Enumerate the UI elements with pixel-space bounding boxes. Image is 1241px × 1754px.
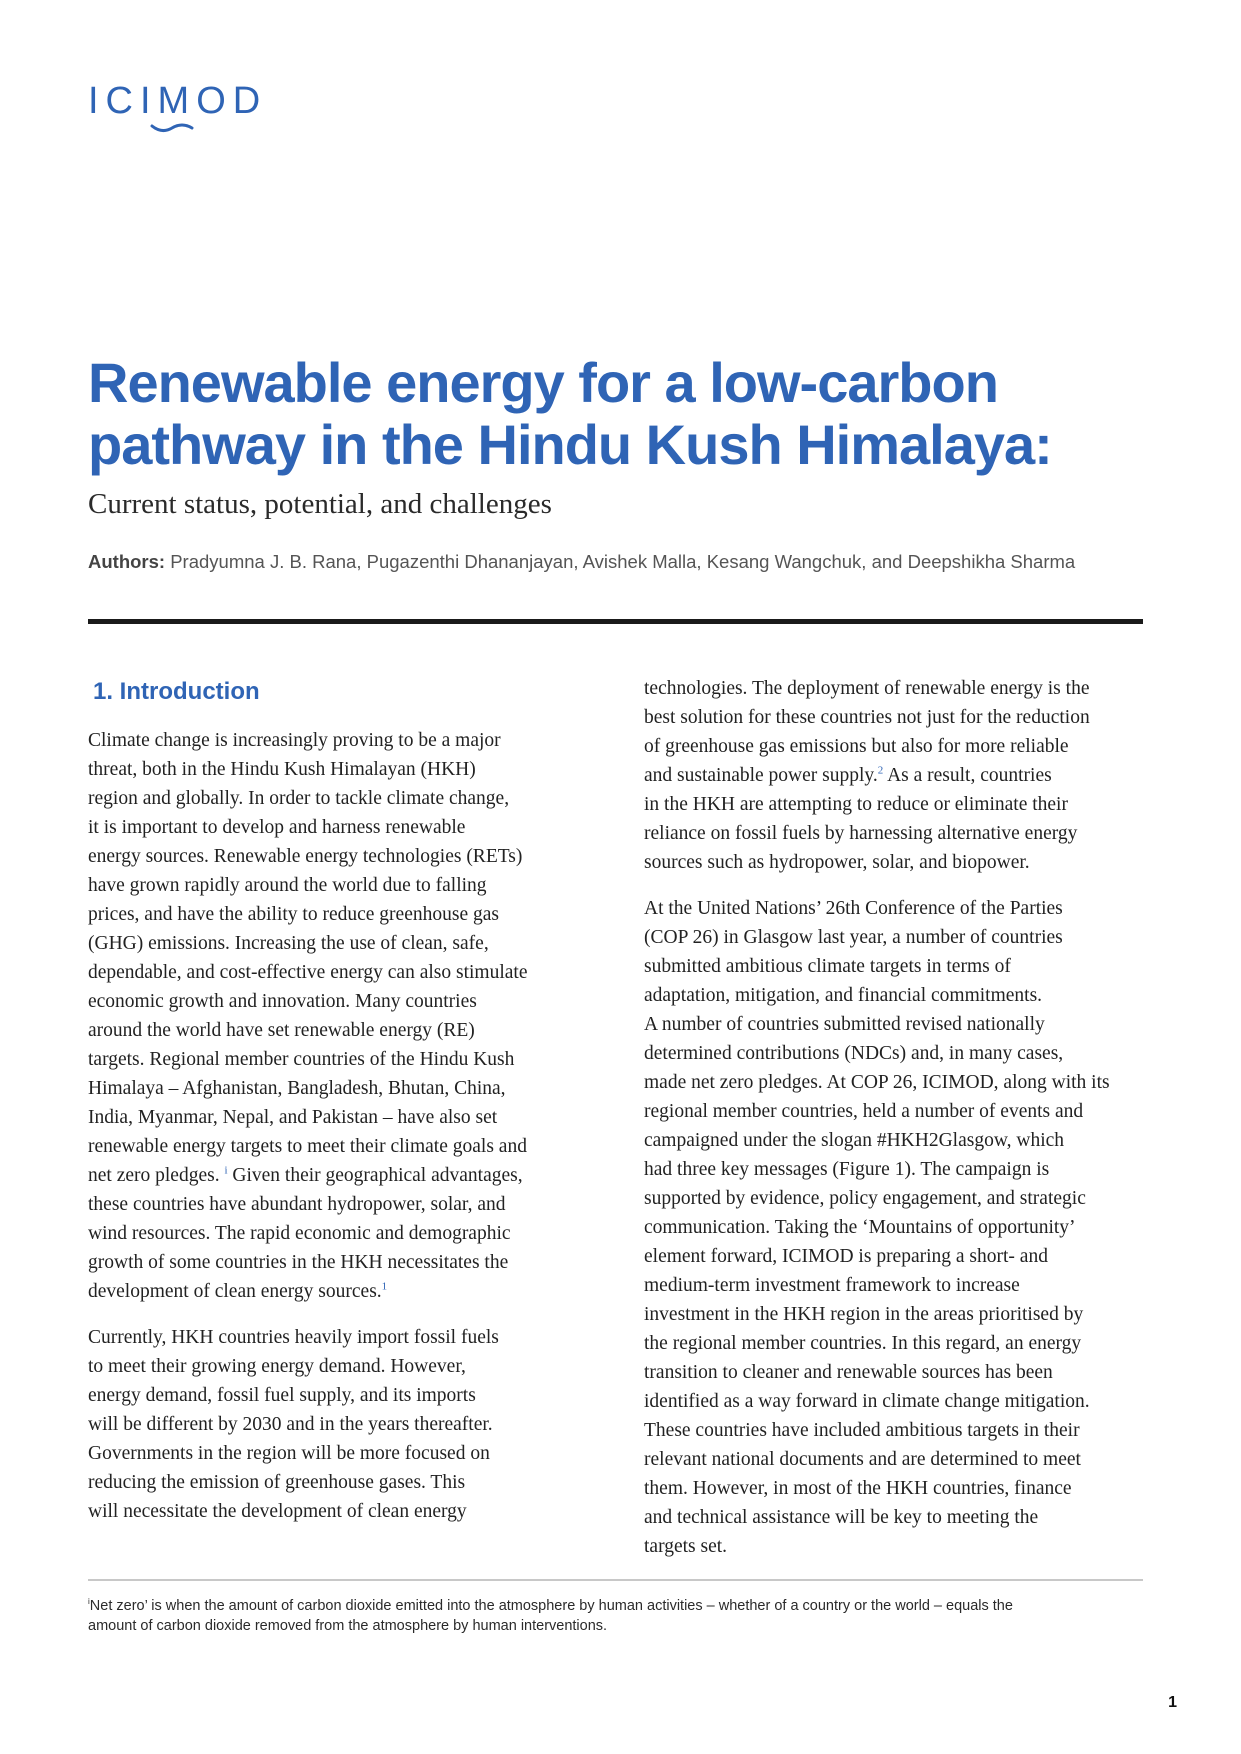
- authors-names: Pradyumna J. B. Rana, Pugazenthi Dhananjayan, Avishek Malla, Kesang Wangchuk, and Deepshikha Sharma: [170, 551, 1076, 572]
- document-title: Renewable energy for a low-carbon pathway in the Hindu Kush Himalaya:: [88, 351, 1052, 476]
- section-heading: 1. Introduction: [93, 678, 260, 705]
- footnote-text: Net zero’ is when the amount of carbon dioxide emitted into the atmosphere by human activities – whether of a country or the world – equals the amount of carbon dioxide removed from the atmosphere by human interventions.: [88, 1597, 1013, 1634]
- right-p1-text-b: As a result, countries in the HKH are attempting to reduce or eliminate their reliance on fossil fuels by harnessing alternative energy sources such as hydropower, solar, and biopower.: [644, 765, 1078, 873]
- right-paragraph-2: At the United Nations’ 26th Conference of the Parties (COP 26) in Glasgow last year, a number of countries submitted ambitious climate targets in terms of adaptation, mitigation, and financial commitments. A number of countries submitted revised nationally determined contributions (NDCs) and, in many cases, made net zero pledges. At COP 26, ICIMOD, along with its regional member countries, held a number of events and campaigned under the slogan #HKH2Glasgow, which had three key messages (Figure 1). The campaign is supported by evidence, policy engagement, and strategic communication. Taking the ‘Mountains of opportunity’ element forward, ICIMOD is preparing a short- and medium-term investment framework to increase investment in the HKH region in the areas prioritised by the regional member countries. In this regard, an energy transition to cleaner and renewable sources has been identified as a way forward in climate change mitigation. These countries have included ambitious targets in their relevant national documents and are determined to meet them. However, in most of the HKH countries, finance and technical assistance will be key to meeting the targets set.: [644, 898, 1110, 1557]
- right-paragraph-1: [644, 674, 1152, 877]
- left-paragraph-1: [88, 726, 598, 1306]
- right-column: [644, 674, 1152, 1578]
- authors-label: Authors:: [88, 551, 166, 572]
- logo-wave-icon: [150, 122, 194, 134]
- footnote-ref-1[interactable]: 1: [381, 1280, 388, 1293]
- document-subtitle: Current status, potential, and challenges: [88, 488, 552, 520]
- footnote-divider: [88, 1579, 1143, 1581]
- page-number: 1: [1168, 1694, 1177, 1711]
- left-paragraph-2: Currently, HKH countries heavily import fossil fuels to meet their growing energy demand. However, energy demand, fossil fuel supply, and its imports will be different by 2030 and in the years thereafter. Governments in the region will be more focused on reducing the emission of greenhouse gases. This will necessitate the development of clean energy: [88, 1327, 499, 1522]
- authors-line: [88, 551, 1075, 573]
- left-column: [88, 676, 598, 1543]
- logo-text: ICIMOD: [88, 80, 268, 122]
- footnote: [88, 1592, 1148, 1636]
- footnote-marker: i: [88, 1597, 90, 1606]
- left-p1-text-a: Climate change is increasingly proving to be a major threat, both in the Hindu Kush Himalayan (HKH) region and globally. In order to tackle climate change, it is important to develop and harness renewable energy sources. Renewable energy technologies (RETs) have grown rapidly around the world due to falling prices, and have the ability to reduce greenhouse gas (GHG) emissions. Increasing the use of clean, safe, dependable, and cost-effective energy can also stimulate economic growth and innovation. Many countries around the world have set renewable energy (RE) targets. Regional member countries of the Hindu Kush Himalaya – Afghanistan, Bangladesh, Bhutan, China, India, Myanmar, Nepal, and Pakistan – have also set renewable energy targets to meet their climate goals and net zero pledges.: [88, 730, 528, 1186]
- right-p1-text-a: technologies. The deployment of renewable energy is the best solution for these countries not just for the reduction of greenhouse gas emissions but also for more reliable and sustainable power supply.: [644, 678, 1090, 786]
- header-divider: [88, 619, 1143, 624]
- footnote-ref-2[interactable]: 2: [877, 764, 884, 777]
- footnote-ref-i[interactable]: i: [224, 1164, 228, 1177]
- left-p1-text-b: Given their geographical advantages, these countries have abundant hydropower, solar, and wind resources. The rapid economic and demographic growth of some countries in the HKH necessitates the development of clean energy sources.: [88, 1165, 523, 1302]
- icimod-logo: [88, 82, 278, 138]
